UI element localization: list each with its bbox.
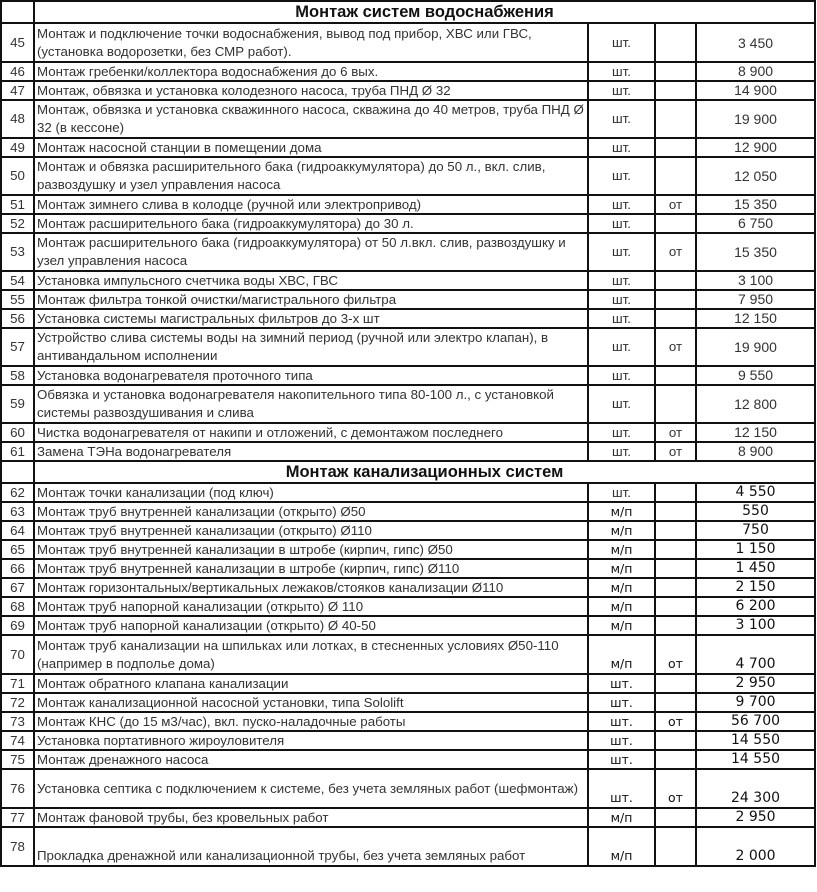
section-header-sewage	[1, 461, 815, 483]
row-from	[655, 290, 696, 309]
row-price: 2 000	[696, 827, 815, 866]
table-row	[1, 769, 815, 808]
row-unit: шт.	[588, 674, 655, 693]
row-number: 67	[1, 578, 34, 597]
table-row	[1, 23, 815, 62]
row-unit: шт.	[588, 23, 655, 62]
row-from: от	[655, 195, 696, 214]
row-number: 60	[1, 423, 34, 442]
table-row	[1, 502, 815, 521]
table-row	[1, 214, 815, 233]
table-row	[1, 578, 815, 597]
row-number: 69	[1, 616, 34, 635]
row-from	[655, 597, 696, 616]
row-unit: шт.	[588, 138, 655, 157]
row-unit: шт.	[588, 157, 655, 195]
row-price: 4 700	[696, 635, 815, 674]
row-from	[655, 81, 696, 100]
table-row	[1, 195, 815, 214]
row-price: 6 750	[696, 214, 815, 233]
row-description: Устройство слива системы воды на зимний период (ручной или электро клапан), в антивандальном исполнении	[34, 328, 588, 366]
section-title: Монтаж систем водоснабжения	[34, 1, 815, 23]
row-description: Установка портативного жироуловителя	[34, 731, 588, 750]
row-price: 3 100	[696, 271, 815, 290]
row-number: 53	[1, 233, 34, 271]
row-description: Монтаж горизонтальных/вертикальных лежаков/стояков канализации Ø110	[34, 578, 588, 597]
row-unit: шт.	[588, 731, 655, 750]
row-price: 8 900	[696, 442, 815, 461]
row-description: Монтаж дренажного насоса	[34, 750, 588, 769]
row-price: 19 900	[696, 328, 815, 366]
row-description: Монтаж и подключение точки водоснабжения, вывод под прибор, ХВС или ГВС, (установка водорозетки, без СМР работ).	[34, 23, 588, 62]
row-description: Установка водонагревателя проточного типа	[34, 366, 588, 385]
row-number: 49	[1, 138, 34, 157]
row-from	[655, 385, 696, 423]
row-unit: м/п	[588, 597, 655, 616]
table-row	[1, 521, 815, 540]
row-description: Монтаж труб напорной канализации (открыто) Ø 110	[34, 597, 588, 616]
row-unit: шт.	[588, 309, 655, 328]
row-price: 15 350	[696, 195, 815, 214]
row-unit: шт.	[588, 328, 655, 366]
row-unit: шт.	[588, 271, 655, 290]
table-row	[1, 290, 815, 309]
row-price: 2 950	[696, 674, 815, 693]
row-from	[655, 483, 696, 502]
row-from	[655, 100, 696, 138]
row-unit: шт.	[588, 62, 655, 81]
row-price: 6 200	[696, 597, 815, 616]
row-price: 2 950	[696, 808, 815, 827]
row-description: Монтаж труб внутренней канализации (открыто) Ø50	[34, 502, 588, 521]
section-num-cell	[1, 461, 34, 483]
table-row	[1, 540, 815, 559]
row-unit: шт.	[588, 81, 655, 100]
row-from	[655, 309, 696, 328]
row-from	[655, 157, 696, 195]
row-price: 12 150	[696, 423, 815, 442]
table-row	[1, 157, 815, 195]
row-from: от	[655, 328, 696, 366]
row-price: 14 900	[696, 81, 815, 100]
row-unit: м/п	[588, 559, 655, 578]
row-number: 62	[1, 483, 34, 502]
row-number: 55	[1, 290, 34, 309]
row-number: 73	[1, 712, 34, 731]
row-number: 63	[1, 502, 34, 521]
row-price: 14 550	[696, 731, 815, 750]
row-number: 46	[1, 62, 34, 81]
row-unit: м/п	[588, 808, 655, 827]
row-description: Установка септика с подключением к системе, без учета земляных работ (шефмонтаж)	[34, 769, 588, 808]
row-number: 72	[1, 693, 34, 712]
row-number: 65	[1, 540, 34, 559]
row-unit: шт.	[588, 423, 655, 442]
row-description: Монтаж зимнего слива в колодце (ручной или электропривод)	[34, 195, 588, 214]
row-from: от	[655, 712, 696, 731]
table-row	[1, 808, 815, 827]
table-row	[1, 442, 815, 461]
row-from	[655, 502, 696, 521]
row-from: от	[655, 423, 696, 442]
table-row	[1, 597, 815, 616]
row-description: Монтаж, обвязка и установка скважинного насоса, скважина до 40 метров, труба ПНД Ø 32 (в кессоне)	[34, 100, 588, 138]
row-number: 78	[1, 827, 34, 866]
row-unit: м/п	[588, 578, 655, 597]
row-from: от	[655, 635, 696, 674]
table-row	[1, 423, 815, 442]
row-number: 70	[1, 635, 34, 674]
row-from: от	[655, 442, 696, 461]
row-description: Монтаж труб канализации на шпильках или лотках, в стесненных условиях Ø50-110 (например в подполье дома)	[34, 635, 588, 674]
row-description: Монтаж расширительного бака (гидроаккумулятора) от 50 л.вкл. слив, развоздушку и узел управления насоса	[34, 233, 588, 271]
row-unit: шт.	[588, 214, 655, 233]
row-price: 1 450	[696, 559, 815, 578]
table-row	[1, 635, 815, 674]
row-unit: м/п	[588, 635, 655, 674]
row-unit: шт.	[588, 750, 655, 769]
table-row	[1, 674, 815, 693]
row-number: 71	[1, 674, 34, 693]
row-description: Монтаж труб напорной канализации (открыто) Ø 40-50	[34, 616, 588, 635]
section-num-cell	[1, 1, 34, 23]
row-unit: шт.	[588, 195, 655, 214]
row-unit: шт.	[588, 233, 655, 271]
row-unit: шт.	[588, 385, 655, 423]
row-number: 77	[1, 808, 34, 827]
row-price: 19 900	[696, 100, 815, 138]
row-number: 74	[1, 731, 34, 750]
table-row	[1, 309, 815, 328]
row-number: 68	[1, 597, 34, 616]
table-row	[1, 750, 815, 769]
row-price: 12 150	[696, 309, 815, 328]
row-from	[655, 827, 696, 866]
row-number: 56	[1, 309, 34, 328]
table-row	[1, 100, 815, 138]
row-number: 50	[1, 157, 34, 195]
row-unit: м/п	[588, 540, 655, 559]
row-description: Монтаж расширительного бака (гидроаккумулятора) до 30 л.	[34, 214, 588, 233]
row-unit: шт.	[588, 290, 655, 309]
row-description: Монтаж гребенки/коллектора водоснабжения до 6 вых.	[34, 62, 588, 81]
row-price: 4 550	[696, 483, 815, 502]
section-header-water	[1, 1, 815, 23]
row-description: Чистка водонагревателя от накипи и отложений, с демонтажом последнего	[34, 423, 588, 442]
row-unit: шт.	[588, 483, 655, 502]
table-row	[1, 693, 815, 712]
row-price: 56 700	[696, 712, 815, 731]
row-description: Монтаж, обвязка и установка колодезного насоса, труба ПНД Ø 32	[34, 81, 588, 100]
row-price: 750	[696, 521, 815, 540]
row-price: 15 350	[696, 233, 815, 271]
row-description: Монтаж и обвязка расширительного бака (гидроаккумулятора) до 50 л., вкл. слив, развоздушку и узел управления насоса	[34, 157, 588, 195]
row-number: 57	[1, 328, 34, 366]
row-from	[655, 559, 696, 578]
row-description: Прокладка дренажной или канализационной трубы, без учета земляных работ	[34, 827, 588, 866]
row-unit: шт.	[588, 712, 655, 731]
row-unit: м/п	[588, 521, 655, 540]
row-unit: шт.	[588, 100, 655, 138]
row-from	[655, 750, 696, 769]
row-price: 1 150	[696, 540, 815, 559]
row-price: 9 550	[696, 366, 815, 385]
row-from	[655, 214, 696, 233]
row-price: 8 900	[696, 62, 815, 81]
row-description: Монтаж обратного клапана канализации	[34, 674, 588, 693]
row-unit: шт.	[588, 366, 655, 385]
row-from	[655, 731, 696, 750]
row-number: 64	[1, 521, 34, 540]
row-unit: шт.	[588, 693, 655, 712]
row-price: 9 700	[696, 693, 815, 712]
table-row	[1, 62, 815, 81]
row-unit: м/п	[588, 827, 655, 866]
table-row	[1, 731, 815, 750]
row-from	[655, 521, 696, 540]
row-description: Установка импульсного счетчика воды ХВС, ГВС	[34, 271, 588, 290]
row-number: 58	[1, 366, 34, 385]
row-price: 12 050	[696, 157, 815, 195]
section-title: Монтаж канализационных систем	[34, 461, 815, 483]
row-description: Монтаж труб внутренней канализации в штробе (кирпич, гипс) Ø50	[34, 540, 588, 559]
row-from	[655, 62, 696, 81]
row-number: 45	[1, 23, 34, 62]
row-price: 3 450	[696, 23, 815, 62]
table-row	[1, 483, 815, 502]
row-description: Монтаж канализационной насосной установки, типа Sololift	[34, 693, 588, 712]
row-description: Обвязка и установка водонагревателя накопительного типа 80-100 л., с установкой системы развоздушивания и слива	[34, 385, 588, 423]
row-from	[655, 808, 696, 827]
table-row	[1, 827, 815, 866]
row-from: от	[655, 233, 696, 271]
table-row	[1, 616, 815, 635]
row-number: 66	[1, 559, 34, 578]
row-from	[655, 693, 696, 712]
row-description: Монтаж точки канализации (под ключ)	[34, 483, 588, 502]
row-description: Замена ТЭНа водонагревателя	[34, 442, 588, 461]
row-number: 48	[1, 100, 34, 138]
row-from	[655, 138, 696, 157]
row-price: 14 550	[696, 750, 815, 769]
row-unit: м/п	[588, 502, 655, 521]
row-number: 52	[1, 214, 34, 233]
row-price: 550	[696, 502, 815, 521]
row-number: 51	[1, 195, 34, 214]
row-from	[655, 578, 696, 597]
row-from	[655, 540, 696, 559]
table-row	[1, 328, 815, 366]
row-price: 12 900	[696, 138, 815, 157]
table-row	[1, 271, 815, 290]
row-price: 3 100	[696, 616, 815, 635]
table-row	[1, 385, 815, 423]
row-from	[655, 366, 696, 385]
row-description: Установка системы магистральных фильтров до 3-х шт	[34, 309, 588, 328]
table-row	[1, 712, 815, 731]
row-description: Монтаж труб внутренней канализации в штробе (кирпич, гипс) Ø110	[34, 559, 588, 578]
row-number: 54	[1, 271, 34, 290]
table-row	[1, 559, 815, 578]
row-from: от	[655, 769, 696, 808]
row-from	[655, 23, 696, 62]
row-number: 61	[1, 442, 34, 461]
row-from	[655, 616, 696, 635]
row-number: 47	[1, 81, 34, 100]
row-unit: м/п	[588, 616, 655, 635]
row-number: 76	[1, 769, 34, 808]
row-number: 75	[1, 750, 34, 769]
row-price: 7 950	[696, 290, 815, 309]
row-number: 59	[1, 385, 34, 423]
row-from	[655, 271, 696, 290]
row-unit: шт.	[588, 442, 655, 461]
table-row	[1, 138, 815, 157]
row-description: Монтаж труб внутренней канализации (открыто) Ø110	[34, 521, 588, 540]
row-from	[655, 674, 696, 693]
row-description: Монтаж фильтра тонкой очистки/магистрального фильтра	[34, 290, 588, 309]
row-description: Монтаж КНС (до 15 м3/час), вкл. пуско-наладочные работы	[34, 712, 588, 731]
row-unit: шт.	[588, 769, 655, 808]
table-row	[1, 366, 815, 385]
row-description: Монтаж насосной станции в помещении дома	[34, 138, 588, 157]
table-row	[1, 233, 815, 271]
row-price: 12 800	[696, 385, 815, 423]
row-price: 2 150	[696, 578, 815, 597]
row-description: Монтаж фановой трубы, без кровельных работ	[34, 808, 588, 827]
row-price: 24 300	[696, 769, 815, 808]
table-row	[1, 81, 815, 100]
